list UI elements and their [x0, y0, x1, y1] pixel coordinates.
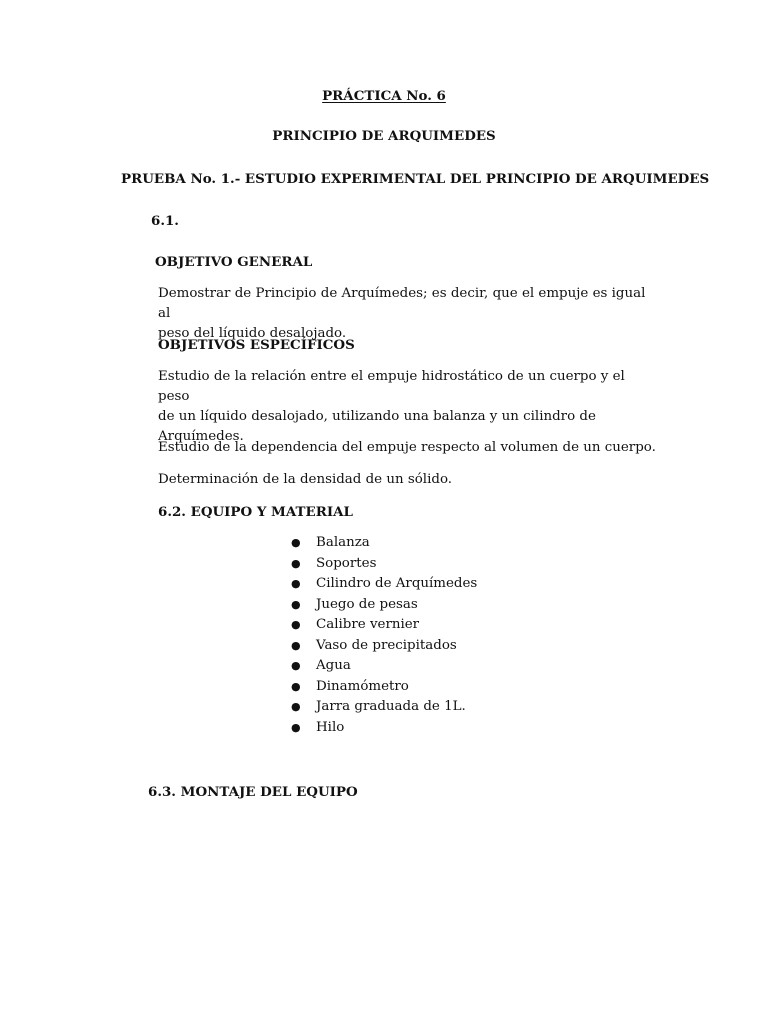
- equipment-item: Balanza: [316, 535, 370, 550]
- equipment-item: Cilindro de Arquímedes: [316, 576, 478, 591]
- specific-objective-3: Determinación de la densidad de un sólido.: [158, 472, 453, 487]
- specific-objectives-heading: OBJETIVOS ESPECÍFICOS: [158, 337, 355, 353]
- bullet-icon: ●: [291, 720, 301, 734]
- equipment-item: Hilo: [316, 719, 345, 735]
- equipment-item: Jarra graduada de 1L.: [316, 699, 466, 714]
- specific-objective-2: Estudio de la dependencia del empuje respecto al volumen de un cuerpo.: [158, 440, 656, 455]
- bullet-icon: ●: [291, 618, 301, 631]
- list-item: [291, 615, 477, 636]
- general-objective-line: peso del líquido desalojado.: [158, 326, 347, 341]
- equipment-item: Calibre vernier: [316, 617, 420, 632]
- specific-objective-1-line: Estudio de la relación entre el empuje hidrostático de un cuerpo y el peso: [158, 369, 625, 404]
- bullet-icon: ●: [291, 638, 301, 652]
- list-item: [291, 656, 477, 677]
- list-item: [291, 595, 477, 616]
- list-item: [291, 533, 477, 554]
- list-item: [291, 697, 477, 718]
- bullet-icon: ●: [291, 597, 301, 611]
- practice-title-text: PRÁCTICA No. 6: [322, 88, 446, 104]
- general-objective-line: Demostrar de Principio de Arquímedes; es decir, que el empuje es igual al: [158, 286, 646, 321]
- assembly-heading: 6.3. MONTAJE DEL EQUIPO: [148, 784, 358, 800]
- bullet-icon: ●: [291, 577, 301, 590]
- equipment-heading: 6.2. EQUIPO Y MATERIAL: [158, 504, 353, 520]
- section-6-1-number: 6.1.: [151, 213, 179, 229]
- test-title: PRUEBA No. 1.- ESTUDIO EXPERIMENTAL DEL PRINCIPIO DE ARQUIMEDES: [121, 171, 710, 187]
- list-item: [291, 636, 477, 657]
- list-item: [291, 677, 477, 698]
- general-objective-heading: OBJETIVO GENERAL: [155, 254, 313, 270]
- bullet-icon: ●: [291, 556, 301, 570]
- list-item: [291, 554, 477, 575]
- equipment-item: Soportes: [316, 555, 377, 571]
- bullet-icon: ●: [291, 700, 301, 713]
- equipment-item: Dinamómetro: [316, 678, 409, 694]
- specific-objective-1-line: Arquímedes.: [158, 429, 244, 444]
- bullet-icon: ●: [291, 659, 301, 672]
- specific-objective-1: [158, 367, 648, 447]
- equipment-item: Juego de pesas: [316, 596, 418, 612]
- bullet-icon: ●: [291, 536, 301, 549]
- equipment-item: Agua: [316, 658, 351, 673]
- main-title: PRINCIPIO DE ARQUIMEDES: [272, 128, 496, 144]
- equipment-item: Vaso de precipitados: [316, 637, 457, 653]
- bullet-icon: ●: [291, 679, 301, 693]
- specific-objective-1-line: de un líquido desalojado, utilizando una balanza y un cilindro de: [158, 409, 596, 424]
- list-item: [291, 718, 477, 739]
- practice-title: [0, 86, 768, 106]
- equipment-list: [291, 533, 477, 738]
- list-item: [291, 574, 477, 595]
